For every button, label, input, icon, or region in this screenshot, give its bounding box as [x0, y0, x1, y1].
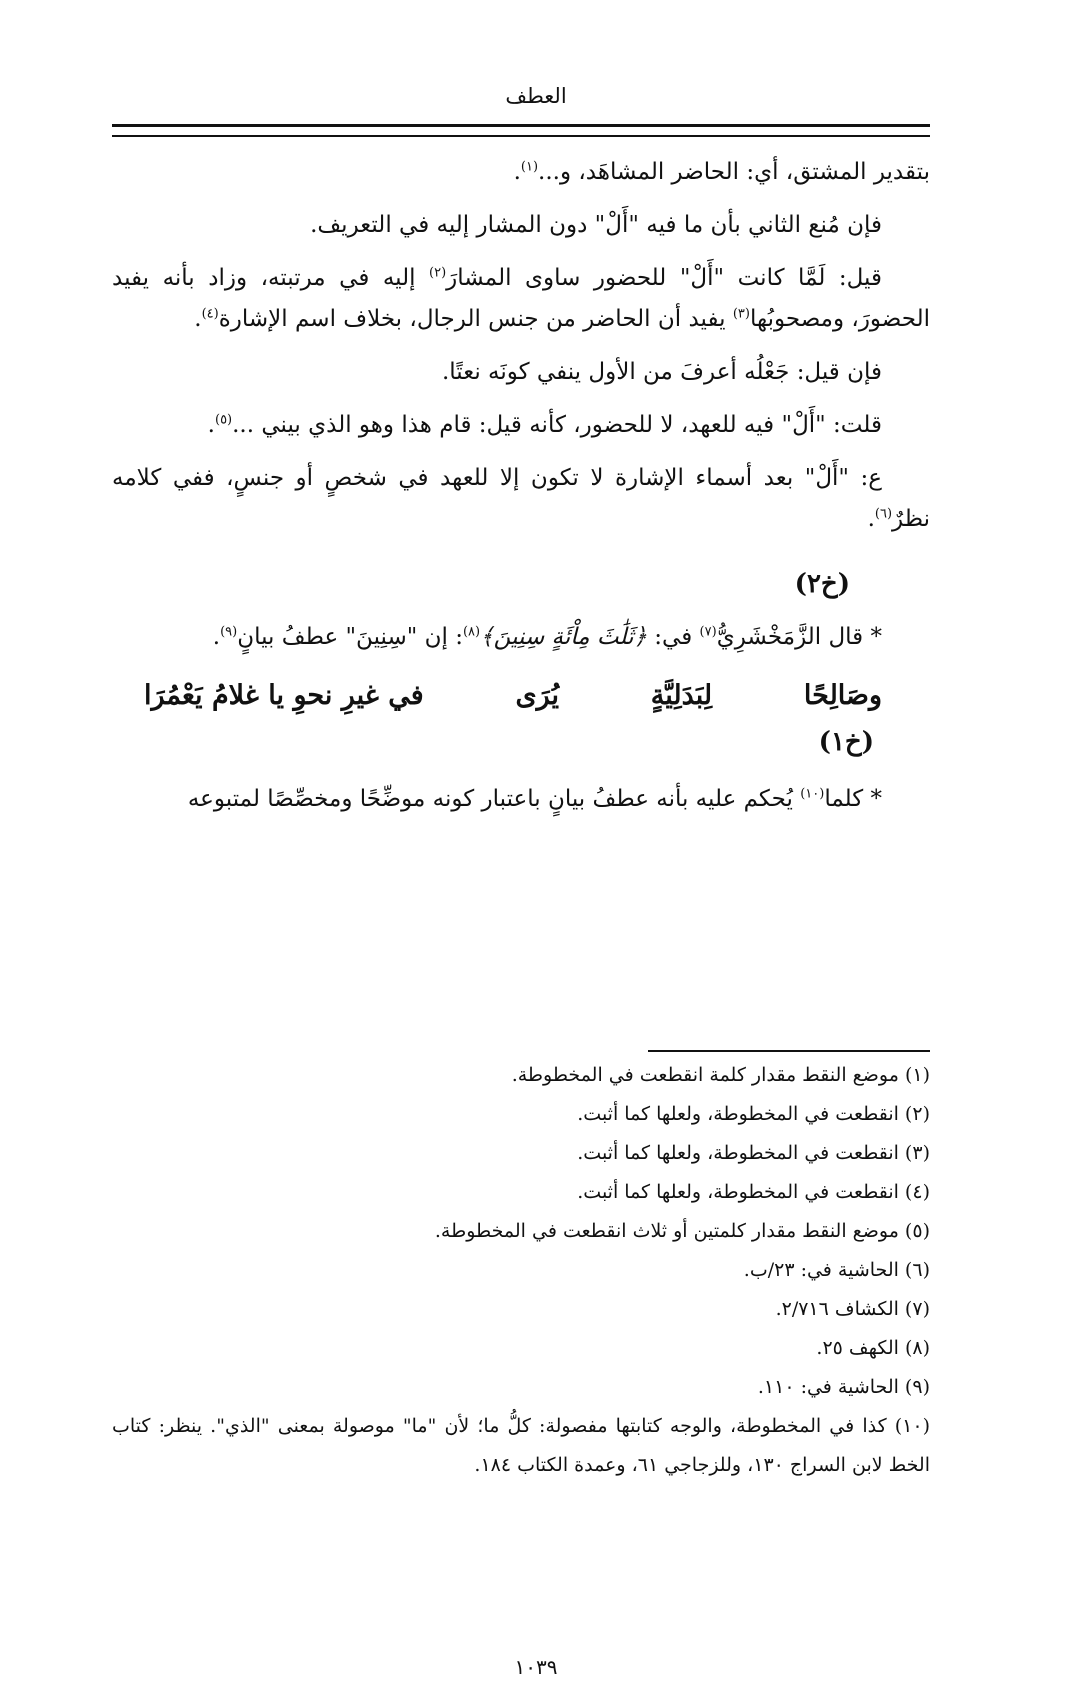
footnote-ref-4[interactable]: (٤): [201, 306, 219, 322]
footnote-ref-8[interactable]: (٨): [462, 624, 481, 640]
footnote-separator: [648, 1050, 930, 1052]
page-number: ١٠٣٩: [514, 1655, 558, 1679]
paragraph-1: بتقدير المشتق، أي: الحاضر المشاهَد، و...$^{(١)}$.: [513, 159, 930, 185]
footnote-ref-2[interactable]: (٢): [429, 265, 447, 281]
verse-word-1: وصَالِحًا: [803, 680, 882, 711]
poetry-verse: [112, 670, 930, 722]
footnote-10: (١٠) كذا في المخطوطة، والوجه كتابتها مفصولة: كلُّ ما؛ لأن "ما" موصولة بمعنى "الذي". ينظر: كتاب الخط لابن السراج ١٣٠، وللزجاجي ٦١، وعمدة الكتاب ١٨٤.: [112, 1415, 930, 1476]
header-rule-thin: [112, 135, 930, 137]
footnote-1: (١) موضع النقط مقدار كلمة انقطعت في المخطوطة.: [511, 1064, 930, 1086]
paragraph-2: فإن مُنع الثاني بأن ما فيه "أَلْ" دون المشار إليه في التعريف.: [310, 212, 882, 238]
footnote-5: (٥) موضع النقط مقدار كلمتين أو ثلاث انقطعت في المخطوطة.: [434, 1220, 930, 1242]
paragraph-7: * قال الزَّمَخْشَرِيُّ$^{(٧)}$ في: ﴿ثَلَٰثَ مِاْئَةٍ سِنِينَ﴾$^{(٨)}$: إن "سِنِينَ" عطفُ بيانٍ$^{(٩)}$.: [212, 624, 882, 650]
quran-quote: ﴿ثَلَٰثَ مِاْئَةٍ سِنِينَ﴾: [480, 624, 647, 650]
footnote-ref-10[interactable]: (١٠): [800, 786, 825, 802]
footnotes: [112, 1056, 930, 1485]
footnote-ref-3[interactable]: (٣): [732, 306, 750, 322]
verse-word-3: يُرَى: [515, 680, 560, 711]
footnote-9: (٩) الحاشية في: ١١٠.: [757, 1376, 930, 1398]
main-text: [112, 152, 930, 832]
footnote-ref-9[interactable]: (٩): [220, 624, 238, 640]
manuscript-ref-kh1: (خ١): [818, 727, 874, 757]
footnote-ref-6[interactable]: (٦): [874, 506, 893, 522]
verse-hemistich-2: في غيرِ نحوِ يا غلامُ يَعْمُرَا: [144, 680, 424, 711]
paragraph-8: * كلما$^{(١٠)}$ يُحكم عليه بأنه عطفُ بيانٍ باعتبار كونه موضِّحًا ومخصِّصًا لمتبوعه: [187, 786, 882, 812]
footnote-ref-5[interactable]: (٥): [214, 412, 233, 428]
footnote-3: (٣) انقطعت في المخطوطة، ولعلها كما أثبت.: [577, 1142, 930, 1164]
paragraph-3: قيل: لَمَّا كانت "أَلْ" للحضور ساوى المشارَ$^{(٢)}$ إليه في مرتبته، وزاد بأنه يفيد الحضورَ، ومصحوبُها$^{(٣)}$ يفيد أن الحاضر من جنس الرجال، بخلاف اسم الإشارة$^{(٤)}$.: [112, 265, 930, 332]
footnote-ref-7[interactable]: (٧): [699, 624, 717, 640]
footnote-ref-1[interactable]: (١): [520, 159, 539, 175]
verse-word-2: لِبَدَلِيَّةٍ: [650, 680, 713, 711]
header-rule-thick: [112, 124, 930, 127]
manuscript-ref-kh2: (خ٢): [794, 569, 850, 599]
footnote-6: (٦) الحاشية في: ٢٣/ب.: [743, 1259, 930, 1281]
paragraph-6: ع: "أَلْ" بعد أسماء الإشارة لا تكون إلا للعهد في شخصٍ أو جنسٍ، ففي كلامه نظرٌ$^{(٦)}$.: [112, 465, 930, 532]
footnote-4: (٤) انقطعت في المخطوطة، ولعلها كما أثبت.: [577, 1181, 930, 1203]
footnote-8: (٨) الكهف ٢٥.: [816, 1337, 930, 1359]
footnote-2: (٢) انقطعت في المخطوطة، ولعلها كما أثبت.: [577, 1103, 930, 1125]
paragraph-4: فإن قيل: جَعْلُه أعرفَ من الأول ينفي كونَه نعتًا.: [441, 359, 882, 385]
running-header-title: العطف: [505, 84, 567, 108]
paragraph-5: قلت: "أَلْ" فيه للعهد، لا للحضور، كأنه قيل: قام هذا وهو الذي بيني ...$^{(٥)}$.: [207, 412, 882, 438]
footnote-7: (٧) الكشاف ٢/٧١٦.: [775, 1298, 930, 1320]
